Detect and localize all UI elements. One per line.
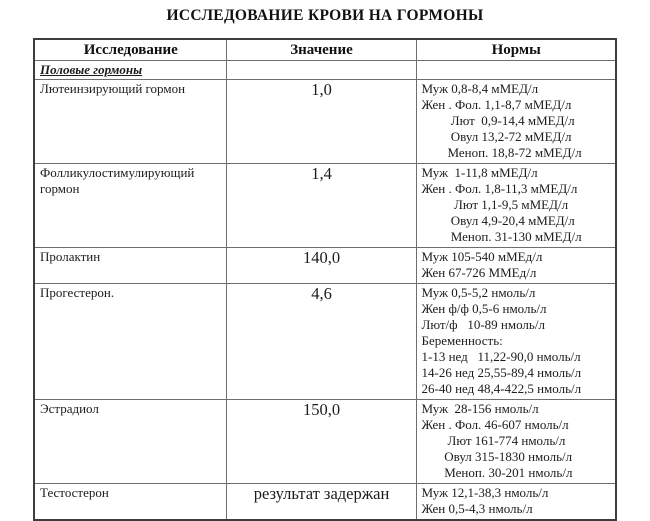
norm-line: Жен ф/ф 0,5-6 нмоль/л bbox=[421, 301, 547, 316]
test-name-cell: Прогестерон. bbox=[34, 284, 226, 400]
table-row-fsh bbox=[34, 164, 616, 248]
norm-line: Овул 4,9-20,4 мМЕД/л bbox=[421, 213, 575, 228]
norm-line: 26-40 нед 48,4-422,5 нмоль/л bbox=[421, 381, 582, 396]
norm-line: Муж 28-156 нмоль/л bbox=[421, 401, 539, 416]
norm-line: Овул 315-1830 нмоль/л bbox=[421, 449, 573, 464]
section-label: Половые гормоны bbox=[40, 62, 143, 77]
test-name-cell: Тестостерон bbox=[34, 484, 226, 521]
section-row bbox=[34, 61, 616, 80]
col-header-value: Значение bbox=[226, 39, 416, 61]
norm-line: Муж 105-540 мМЕд/л bbox=[421, 249, 543, 264]
test-name-cell: Эстрадиол bbox=[34, 400, 226, 484]
norm-line: Меноп. 18,8-72 мМЕД/л bbox=[421, 145, 582, 160]
header-row bbox=[34, 39, 616, 61]
table-row-prolactin bbox=[34, 248, 616, 284]
test-value-cell: 140,0 bbox=[226, 248, 416, 284]
empty-cell bbox=[226, 61, 416, 80]
test-value-cell: 1,0 bbox=[226, 80, 416, 164]
test-value-cell: 4,6 bbox=[226, 284, 416, 400]
norms-cell bbox=[416, 248, 616, 284]
norm-line: Лют 161-774 нмоль/л bbox=[421, 433, 566, 448]
norm-line: Лют 1,1-9,5 мМЕД/л bbox=[421, 197, 569, 212]
norm-line: 1-13 нед 11,22-90,0 нмоль/л bbox=[421, 349, 581, 364]
section-cell bbox=[34, 61, 226, 80]
test-value-cell: 1,4 bbox=[226, 164, 416, 248]
norm-line: Меноп. 30-201 нмоль/л bbox=[421, 465, 573, 480]
table-row-estradiol bbox=[34, 400, 616, 484]
norms-cell bbox=[416, 80, 616, 164]
empty-cell bbox=[416, 61, 616, 80]
norms-cell bbox=[416, 164, 616, 248]
norm-line: Лют/ф 10-89 нмоль/л bbox=[421, 317, 545, 332]
test-name-cell: Фолликулостимулирующий гормон bbox=[34, 164, 226, 248]
norm-line: Лют 0,9-14,4 мМЕД/л bbox=[421, 113, 575, 128]
table-row-lh bbox=[34, 80, 616, 164]
norm-line: Овул 13,2-72 мМЕД/л bbox=[421, 129, 572, 144]
norm-line: 14-26 нед 25,55-89,4 нмоль/л bbox=[421, 365, 582, 380]
norm-line: Беременность: bbox=[421, 333, 503, 348]
norm-line: Муж 12,1-38,3 нмоль/л bbox=[421, 485, 549, 500]
table-row-progesterone bbox=[34, 284, 616, 400]
norm-line: Жен . Фол. 1,8-11,3 мМЕД/л bbox=[421, 181, 578, 196]
col-header-test: Исследование bbox=[34, 39, 226, 61]
norm-line: Жен . Фол. 1,1-8,7 мМЕД/л bbox=[421, 97, 572, 112]
norm-line: Жен . Фол. 46-607 нмоль/л bbox=[421, 417, 569, 432]
test-value-cell: 150,0 bbox=[226, 400, 416, 484]
norms-cell bbox=[416, 400, 616, 484]
norm-line: Муж 1-11,8 мМЕД/л bbox=[421, 165, 538, 180]
norms-cell bbox=[416, 284, 616, 400]
page-title: ИССЛЕДОВАНИЕ КРОВИ НА ГОРМОНЫ bbox=[166, 7, 484, 24]
hormones-table bbox=[33, 38, 617, 521]
norms-cell bbox=[416, 484, 616, 521]
col-header-norms: Нормы bbox=[416, 39, 616, 61]
table-row-testosterone bbox=[34, 484, 616, 521]
norm-line: Муж 0,5-5,2 нмоль/л bbox=[421, 285, 536, 300]
test-name-cell: Лютеинзирующий гормон bbox=[34, 80, 226, 164]
norm-line: Жен 67-726 ММЕд/л bbox=[421, 265, 537, 280]
norm-line: Муж 0,8-8,4 мМЕД/л bbox=[421, 81, 539, 96]
norm-line: Жен 0,5-4,3 нмоль/л bbox=[421, 501, 533, 516]
test-name-cell: Пролактин bbox=[34, 248, 226, 284]
test-value-cell: результат задержан bbox=[226, 484, 416, 521]
norm-line: Меноп. 31-130 мМЕД/л bbox=[421, 229, 582, 244]
